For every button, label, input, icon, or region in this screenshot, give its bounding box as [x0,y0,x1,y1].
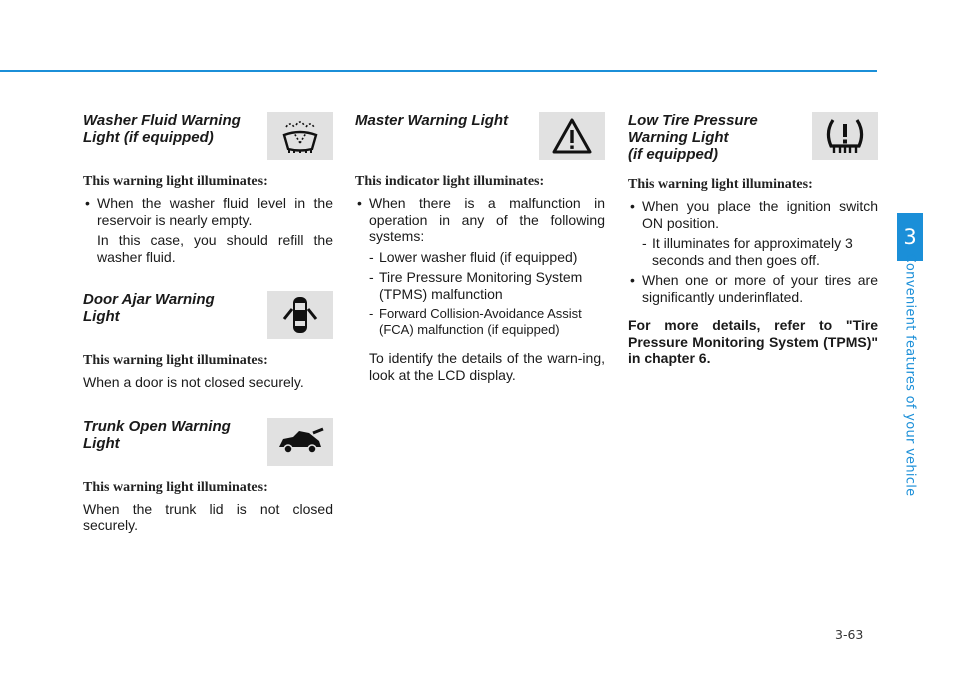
tire-bullet-ignition: • When you place the ignition switch ON position. [628,198,878,231]
trunk-open-icon [267,418,333,466]
tire-title-line1: Low Tire Pressure [628,112,758,129]
column-middle [355,112,605,387]
master-item-washer: - Lower washer fluid (if equipped) [355,249,605,266]
trunk-subheading: This warning light illuminates: [83,479,268,495]
door-title-line1: Door Ajar Warning [83,291,215,308]
master-item-fca: - Forward Collision-Avoidance Assist (FCA) malfunction (if equipped) [355,306,605,338]
tire-reference: For more details, refer to "Tire Pressure Monitoring System (TPMS)" in chapter 6. [628,317,878,366]
washer-section [83,112,333,265]
header-rule [0,70,877,72]
master-section [355,112,605,383]
door-ajar-icon [267,291,333,339]
washer-subheading: This warning light illuminates: [83,174,268,189]
warning-triangle-icon [539,112,605,160]
washer-note: In this case, you should refill the washer fluid. [97,232,333,265]
master-item-tpms: - Tire Pressure Monitoring System (TPMS) malfunction [355,269,605,302]
master-subheading: This indicator light illuminates: [355,174,545,189]
trunk-section [83,418,333,534]
trunk-title [83,418,253,466]
washer-bullet: • When the washer fluid level in the reservoir is nearly empty. [83,195,333,228]
page-number: 3-63 [835,627,864,642]
trunk-title-line1: Trunk Open Warning [83,417,231,435]
tire-title-line2: Warning Light [628,129,729,146]
tire-pressure-icon [812,112,878,160]
tire-sub-duration: - It illuminates for approximately 3 seconds and then goes off. [628,235,878,268]
tire-title [628,112,798,163]
master-note: To identify the details of the warn-ing, look at the LCD display. [369,350,605,383]
washer-title-line2: Light (if equipped) [83,129,214,146]
door-section [83,291,333,391]
tire-bullet-underinflated: • When one or more of your tires are significantly underinflated. [628,272,878,305]
column-left [83,112,333,539]
door-text: When a door is not closed securely. [83,374,304,390]
trunk-text: When the trunk lid is not closed securely. [83,500,333,533]
chapter-tab: 3 [897,213,923,261]
tire-section [628,112,878,367]
tire-subheading: This warning light illuminates: [628,177,813,192]
tire-title-line3: (if equipped) [628,146,718,163]
washer-fluid-icon [267,112,333,160]
washer-title [83,112,253,160]
door-title-line2: Light [83,308,120,325]
master-title: Master Warning Light [355,112,509,129]
master-bullet: • When there is a malfunction in operation in any of the following systems: [355,195,605,245]
door-subheading: This warning light illuminates: [83,353,268,368]
door-title [83,291,253,339]
washer-title-line1: Washer Fluid Warning [83,112,241,129]
chapter-title: Convenient features of your vehicle [902,253,918,497]
trunk-title-line2: Light [83,434,120,452]
column-right [628,112,878,367]
